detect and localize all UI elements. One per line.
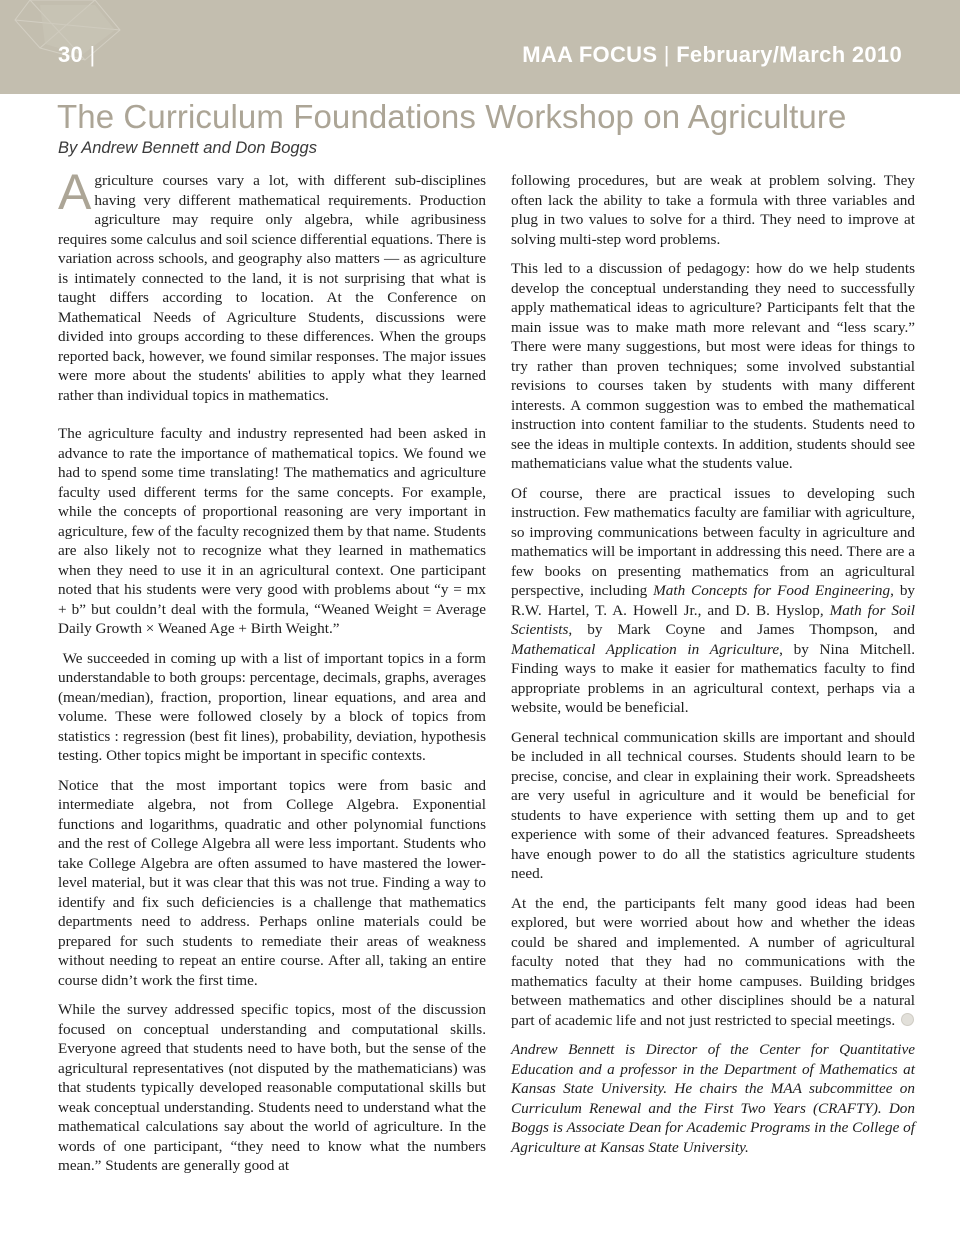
drop-cap: A <box>58 164 92 220</box>
byline: By Andrew Bennett and Don Boggs <box>58 139 317 157</box>
issue-date: February/March 2010 <box>676 42 902 67</box>
paragraph: We succeeded in coming up with a list of important topics in a form understandable to both groups: percentage, decimals, graphs, averages (mean/median), fraction, proportion, linear equations, and area and volume. These were followed closely by a block of topics from statistics : regression (best fit lines), probability, deviation, hypothesis testing. Other topics might be important in specific contexts. <box>58 649 486 764</box>
paragraph: Of course, there are practical issues to developing such instruction. Few mathematics faculty are familiar with agriculture, so improving communications between faculty in agriculture and mathematics will be important in addressing this need. There are a few books on presenting mathematics from an agricultural perspective, including Math Concepts for Food Engineering, by R.W. Hartel, T. A. Howell Jr., and D. B. Hyslop, Math for Soil Scientists, by Mark Coyne and James Thompson, and Mathematical Application in Agriculture, by Nina Mitchell. Finding ways to make it easier for mathematics faculty to find appropriate problems in an agricultural context, perhaps via a website, would be beneficial. <box>511 484 915 716</box>
left-column <box>58 164 486 1186</box>
right-column <box>511 171 915 1167</box>
publication-name: MAA FOCUS <box>522 42 658 67</box>
masthead: MAA FOCUS | February/March 2010 <box>522 42 902 67</box>
end-mark-icon <box>901 1013 914 1026</box>
page-header <box>0 0 960 94</box>
paragraph: General technical communication skills are important and should be included in all technical courses. Students should learn to be precise, concise, and clear in explaining their work. Spreadsheets are very useful in agriculture and it would be beneficial for students to have experience with setting them up and to get experience with some of their advanced features. Spreadsheets have enough power to do all the statistics agriculture students need. <box>511 728 915 882</box>
author-bio: Andrew Bennett is Director of the Center for Quantitative Education and a professor in the Department of Mathematics at Kansas State University. He chairs the MAA subcommittee on Curriculum Renewal and the First Two Years (CRAFTY). Don Boggs is Associate Dean for Academic Programs in the College of Agriculture at Kansas State University. <box>511 1041 915 1156</box>
book-title: Math for Soil Scientists <box>511 601 915 638</box>
paragraph: At the end, the participants felt many good ideas had been explored, but were worried about how and whether the ideas could be shared and implemented. A number of agricultural faculty noted that they had no communications with the mathematics faculty at their home campuses. Building bridges between mathematics and other disciplines should be a natural part of academic life and not just restricted to special meetings. <box>511 894 915 1029</box>
paragraph: Agriculture courses vary a lot, with different sub-disciplines having very different mathematical requirements. Production agriculture may require only algebra, while agribusiness requires some calculus and soil science differential equations. There is variation across schools, and geography also matters — as agriculture is intimately connected to the land, it is not surprising that what is taught differs according to location. At the Conference on Mathematical Needs of Agriculture Students, discussions were divided into groups according to these differences. When the groups reported back, however, we found similar responses. The major issues were more about the students' abilities to apply what they learned rather than individual topics in mathematics. <box>58 164 486 404</box>
article-title: The Curriculum Foundations Workshop on Agriculture <box>57 98 847 135</box>
paragraph: The agriculture faculty and industry represented had been asked in advance to rate the importance of mathematical topics. We found we had to spend some time translating! The mathematics and agriculture faculty used different terms for the same concepts. For example, while the concepts of proportional reasoning are very important in agriculture, few of the faculty recognized them by that name. Students are also likely not to recognize what they learned in mathematics when they need to use it in an agricultural context. One participant noted that his students were very good with problems about “y = mx + b” but couldn’t deal with the formula, “Weaned Weight = Average Daily Growth × Weaned Age + Birth Weight.” <box>58 425 486 637</box>
paragraph: Notice that the most important topics were from basic and intermediate algebra, not from College Algebra. Exponential functions and logarithms, quadratic and other polynomial functions and the rest of College Algebra all were less important. Students who take College Algebra are often assumed to have mastered the lower-level material, but it was clear that this was not true. Finding a way to identify and fix such deficiencies is a challenge that mathematics departments need to address. Perhaps online materials could be prepared for such students to remediate their areas of weakness without needing to repeat an entire course. After all, taking an entire course didn’t work the first time. <box>58 776 486 989</box>
paragraph: following procedures, but are weak at problem solving. They often lack the ability to take a formula with three variables and plug in two values to solve for a third. They need to improve at solving multi-step word problems. <box>511 172 915 248</box>
book-title: Mathematical Application in Agriculture <box>511 640 780 658</box>
paragraph: While the survey addressed specific topics, most of the discussion focused on conceptual understanding and computational skills. Everyone agreed that students need to have both, but the sense of the agricultural representatives (not disputed by the mathematicians) was that students typically developed reasonable computational skills but weak conceptual understanding. Students need to understand what the mathematical calculations say about the world of agriculture. In the words of one participant, “they need to know what the numbers mean.” Students are generally good at <box>58 1001 486 1174</box>
page-number: 30 | <box>58 42 96 67</box>
paragraph: This led to a discussion of pedagogy: how do we help students develop the conceptual understanding they need to successfully apply mathematical ideas to agriculture? Participants felt that the main issue was to make math more relevant and “less scary.” There were many suggestions, but most were ideas for things to try rather than proven techniques; some involved substantial revisions to courses taken by students with many different interests. A common suggestion was to embed the mathematical instruction into content familiar to the students. Students need to see the ideas in multiple contexts. In addition, students should see mathematicians value what the students value. <box>511 260 915 472</box>
book-title: Math Concepts for Food Engineering <box>653 582 891 599</box>
